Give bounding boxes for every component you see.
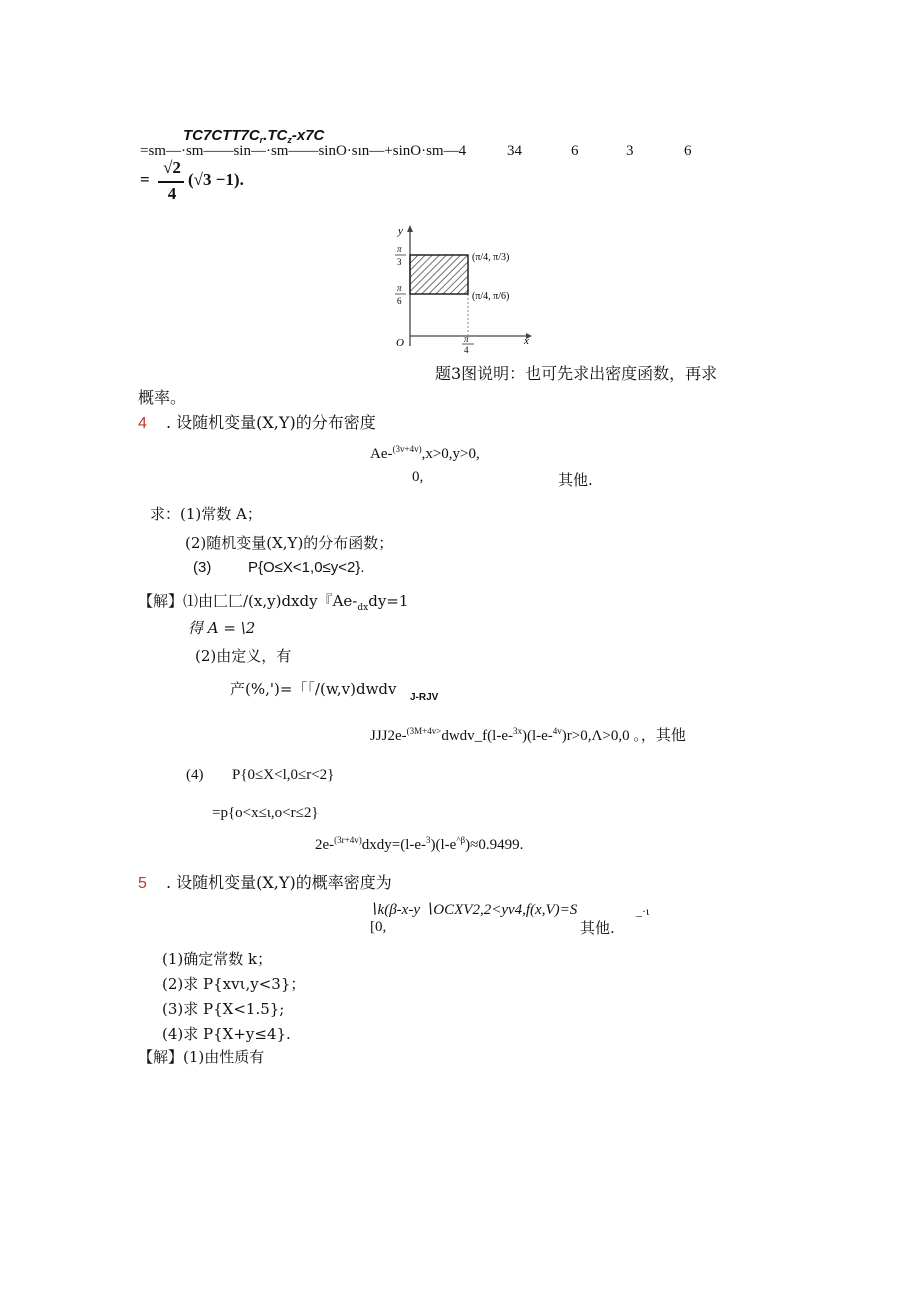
header-garbled-sub: r [259,135,264,145]
q4-sol4-eq: =p{o<x≤ι,o<r≤2} [212,805,319,821]
q4-cdf-tail: )r>0,Λ>0,0 。，其他 [561,728,686,744]
region-figure [380,222,540,357]
q4-res-exp2: 3 [426,835,431,845]
sin-eq-num-1: 34 [507,143,522,159]
sin-eq-num-4: 6 [684,143,692,159]
q4-case1-b: ,x>0,y>0, [421,446,480,462]
sin-eq-num-3: 3 [626,143,634,159]
q4-sol1-text: 【解】⑴由匚匚/(x,y)dxdy『Ae- [138,592,358,610]
x-tick-num: π [464,334,469,344]
q4-ask-3: P{O≤X<1,0≤y<2}. [248,559,365,576]
sin-eq-num-2: 6 [571,143,579,159]
fraction-numerator: √2 [163,158,181,177]
header-garbled-sub2: z [287,135,292,145]
y-axis-label: y [398,225,403,237]
x-axis-label: x [524,335,529,347]
q4-cdf-exp3: 4v [552,726,562,736]
figure-caption-cont: 概率。 [138,388,187,407]
fraction-bar [158,181,184,183]
point-top-label: (π/4, π/3) [472,252,510,263]
question-4-text: . 设随机变量(X,Y)的分布密度 [166,413,376,432]
q5-item-3: (3)求 P{X<1.5}; [162,1000,285,1018]
figure-caption: 题3图说明：也可先求出密度函数，再求 [435,364,718,383]
q4-cdf-exp1: (3M+4v> [406,726,442,736]
y-tick-bottom-den: 6 [397,296,402,306]
equals-sign: = [140,170,150,189]
q5-pdf-other: 其他. [580,919,615,937]
y-axis-arrow [407,225,413,232]
y-tick-top-num: π [397,244,402,254]
q5-pdf-line2: [0, [370,919,387,935]
q4-case1-a: Ae- [370,446,393,462]
q4-cdf-mid2: )(l-e- [521,728,553,744]
x-tick-den: 4 [464,345,469,355]
q5-solution: 【解】(1)由性质有 [138,1048,265,1066]
q4-sol1-tail: dy=1 [368,592,409,610]
q4-solution-1 [138,590,408,613]
q4-cdf-mid: dwdv_f(l-e- [441,728,513,744]
question-5-text: . 设随机变量(X,Y)的概率密度为 [166,873,392,892]
question-5-title [138,870,392,893]
question-4-title [138,410,376,433]
q4-cdf-sub: J-RJV [410,692,439,703]
header-garbled-mid: .TC [263,127,288,144]
q4-res-b: dxdy=(l-e- [361,837,427,853]
q4-sol4-result [315,835,523,854]
q4-sol1-sub: dx [357,603,369,613]
q4-ask-1: 求：(1)常数 A； [150,505,262,523]
q4-cdf-def: 产(%,')=「「/(w,v)dwdv [230,680,397,698]
q5-pdf-line1 [368,900,577,919]
q4-cdf-line-a: JJJ2e- [370,728,407,744]
result-paren: (√3 −1). [188,170,244,189]
q5-item-1: (1)确定常数 k； [162,950,273,968]
q4-solution-get-a: 得 A = \2 [188,619,256,637]
q4-ask-2: (2)随机变量(X,Y)的分布函数； [185,534,394,552]
question-4-number: 4 [138,415,147,432]
q4-res-exp3: ^β [456,835,466,845]
q4-res-d: )≈0.9499. [465,837,524,853]
origin-label: O [396,337,404,349]
q4-cdf-line [370,724,686,745]
q5-pdf-mark: _·ι [636,904,650,918]
header-garbled-tail: -x7C [291,127,325,144]
q4-case1-exp: (3v+4v) [392,444,422,454]
sin-equation: =sm—·sm——sin—·sm——sinO·sın—+sinO·sm—4 [140,143,467,159]
q4-res-a: 2e- [315,837,335,853]
q4-density-case2: 0, [412,469,424,485]
q5-item-4: (4)求 P{X+y≤4}. [162,1025,291,1043]
q4-cdf-exp2: 3x [512,726,522,736]
q4-sol4-prob: P{0≤X<l,0≤r<2} [232,767,335,783]
q4-res-c: )(l-e [430,837,457,853]
q4-density-case1 [370,444,480,463]
hatched-region [410,255,468,294]
q4-density-other: 其他. [558,471,593,489]
q5-item-2: (2)求 P{xvι,y<3}； [162,975,306,993]
q5-pdf-line1-text: ∖k(β-x-y ∖OCXV2,2<yv4,f(x,V)=S [368,902,578,918]
fraction-denominator: 4 [167,184,177,203]
y-tick-bottom-num: π [397,283,402,293]
q4-solution-2: (2)由定义，有 [195,647,292,665]
q4-sol4-label: (4) [186,767,204,783]
header-garbled-text: TC7CTT7C [183,127,260,144]
y-tick-top-den: 3 [397,257,402,267]
q4-res-exp: (3r+4v) [334,835,362,845]
question-5-number: 5 [138,875,147,892]
point-bottom-label: (π/4, π/6) [472,291,510,302]
q4-ask-3-label: (3) [193,559,212,576]
